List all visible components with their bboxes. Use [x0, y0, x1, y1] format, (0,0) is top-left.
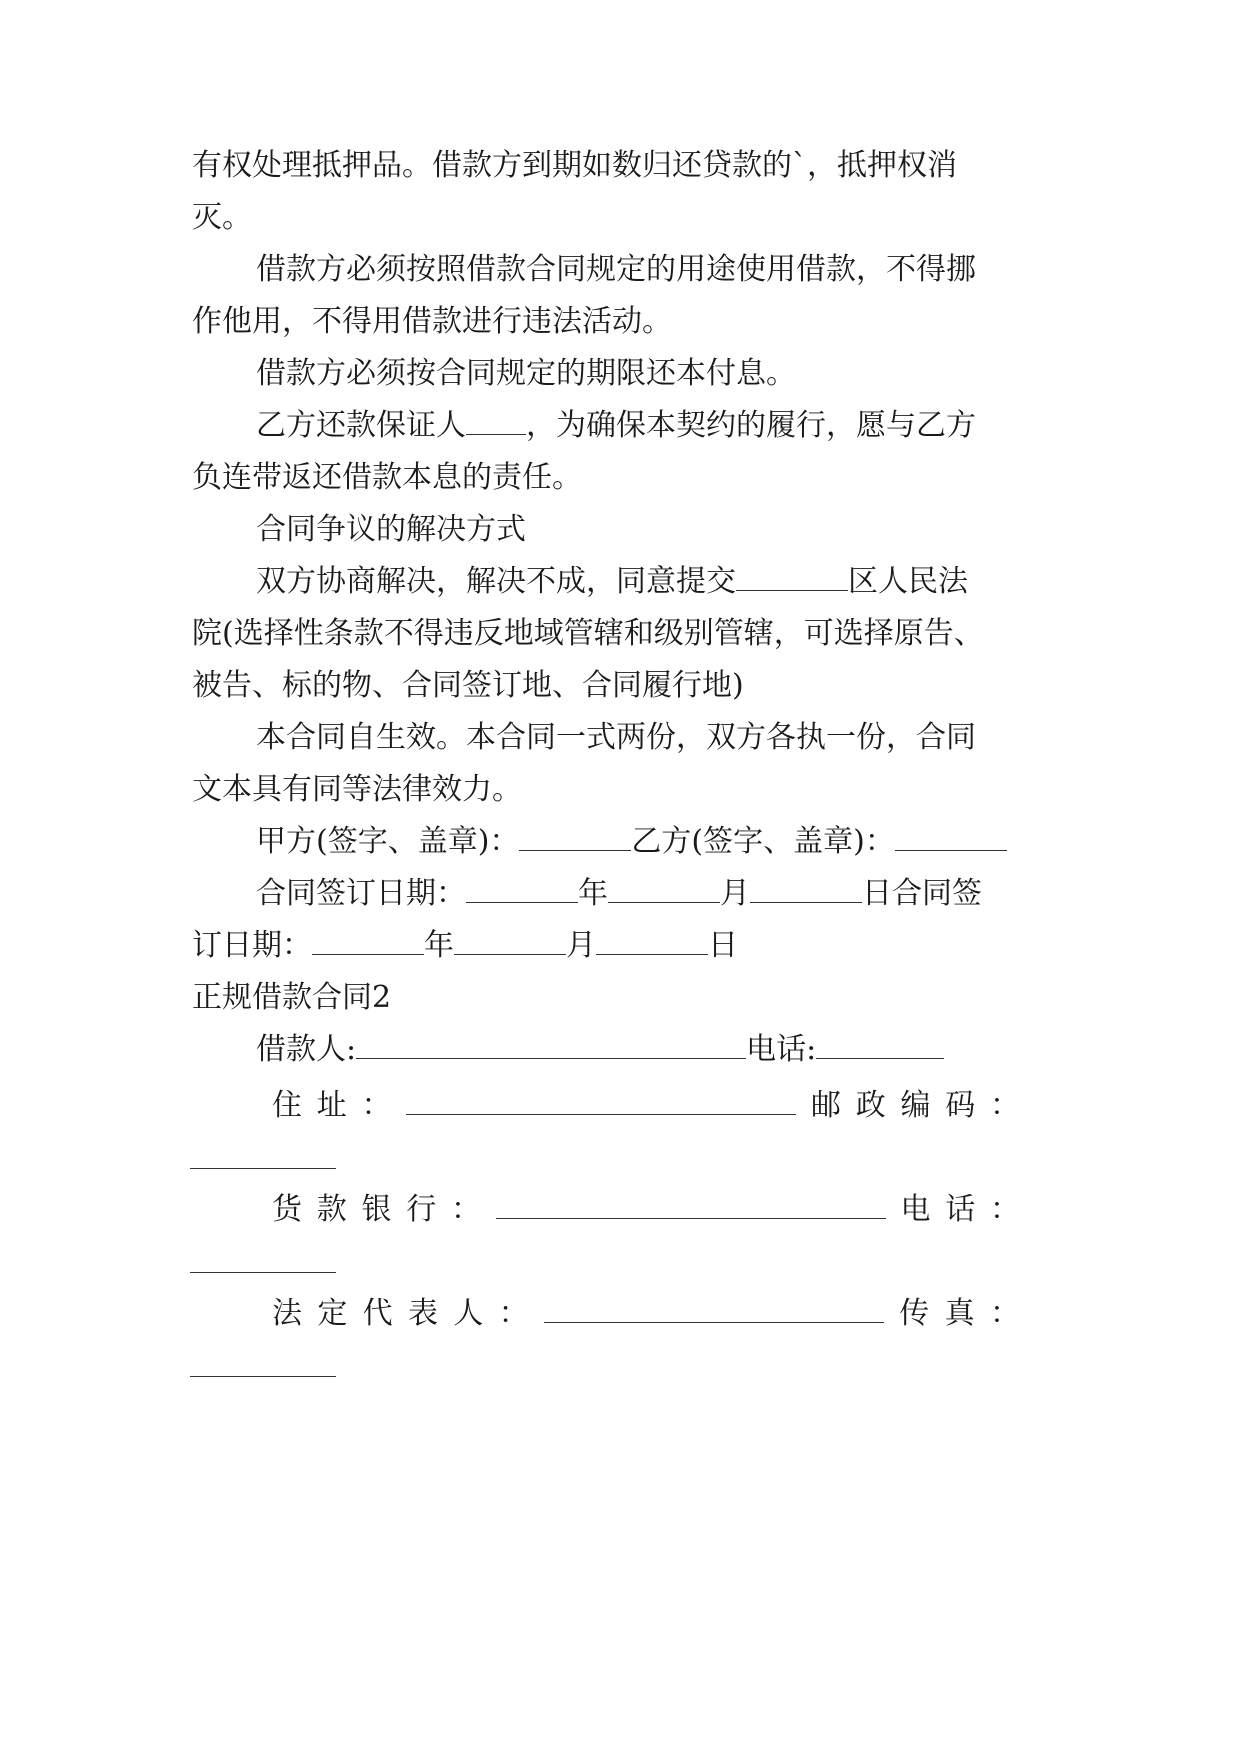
- char: ：: [361, 1088, 392, 1123]
- text: 文本具有同等法律效力。: [192, 772, 522, 807]
- char: 法: [272, 1296, 302, 1331]
- phone-blank[interactable]: [816, 1032, 944, 1059]
- day-label: 日: [708, 928, 738, 963]
- text: 乙方还款保证人: [256, 408, 466, 443]
- text: 借款方必须按照借款合同规定的用途使用借款，不得挪: [256, 252, 976, 287]
- char: 电: [900, 1192, 931, 1227]
- paragraph-line: [192, 146, 1072, 186]
- text: 灭。: [192, 200, 252, 235]
- day-blank[interactable]: [750, 876, 862, 903]
- text: 日合同签: [862, 876, 982, 911]
- bank-line: [272, 1190, 1020, 1230]
- char: 银: [361, 1192, 392, 1227]
- text: 双方协商解决，解决不成，同意提交: [256, 564, 736, 599]
- char: 政: [855, 1088, 886, 1123]
- char: 码: [945, 1088, 976, 1123]
- char: 人: [453, 1296, 484, 1331]
- char: 代: [362, 1296, 393, 1331]
- paragraph-line: [192, 614, 1072, 654]
- char: ：: [451, 1192, 481, 1227]
- char: 传: [899, 1296, 930, 1331]
- char: 住: [272, 1088, 302, 1123]
- text: 区人民法: [848, 564, 968, 599]
- year-blank[interactable]: [466, 876, 578, 903]
- month-blank[interactable]: [454, 928, 566, 955]
- char: 表: [407, 1296, 438, 1331]
- char: 定: [317, 1296, 348, 1331]
- paragraph-line: [192, 198, 1072, 238]
- char: 址: [316, 1088, 347, 1123]
- text: 正规借款合同2: [192, 980, 392, 1015]
- char: 编: [900, 1088, 931, 1123]
- legal-rep-line: [272, 1294, 1020, 1334]
- section-heading: [256, 510, 1076, 550]
- text: 合同争议的解决方式: [256, 512, 526, 547]
- party-a-signature-blank[interactable]: [519, 824, 631, 851]
- legal-rep-blank[interactable]: [544, 1296, 884, 1323]
- phone-label: 电话:: [746, 1032, 817, 1067]
- borrower-label: 借款人:: [256, 1032, 357, 1067]
- bank-phone-blank[interactable]: [190, 1272, 336, 1273]
- date-line: [192, 926, 1072, 966]
- section-title: [192, 978, 1072, 1018]
- date-label: 合同签订日期：: [256, 876, 466, 911]
- party-b-label: 乙方(签字、盖章)：: [631, 824, 895, 859]
- paragraph-line: [256, 718, 1076, 758]
- address-row: [272, 1086, 1020, 1126]
- char: 款: [316, 1192, 347, 1227]
- legal-rep-row: [272, 1294, 1020, 1334]
- month-label: 月: [566, 928, 596, 963]
- paragraph-line: [192, 666, 1072, 706]
- paragraph-line: [256, 406, 1076, 446]
- char: ：: [990, 1192, 1020, 1227]
- char: ：: [990, 1088, 1020, 1123]
- postcode-blank[interactable]: [190, 1168, 336, 1169]
- char: 话: [945, 1192, 976, 1227]
- paragraph-line: [256, 562, 1076, 602]
- text: 订日期：: [192, 928, 312, 963]
- text: 借款方必须按合同规定的期限还本付息。: [256, 356, 796, 391]
- char: 真: [944, 1296, 975, 1331]
- text: ，为确保本契约的履行，愿与乙方: [526, 408, 976, 443]
- address-line: [272, 1086, 1020, 1126]
- char: 货: [272, 1192, 302, 1227]
- text: 院(选择性条款不得违反地域管辖和级别管辖，可选择原告、: [192, 616, 984, 651]
- text: 被告、标的物、合同签订地、合同履行地): [192, 668, 744, 703]
- month-blank[interactable]: [608, 876, 720, 903]
- bank-row: [272, 1190, 1020, 1230]
- court-blank[interactable]: [736, 564, 848, 591]
- year-label: 年: [424, 928, 454, 963]
- char: ：: [989, 1296, 1020, 1331]
- paragraph-line: [256, 354, 1076, 394]
- day-blank[interactable]: [596, 928, 708, 955]
- year-label: 年: [578, 876, 608, 911]
- paragraph-line: [192, 770, 1072, 810]
- text: 本合同自生效。本合同一式两份，双方各执一份，合同: [256, 720, 976, 755]
- char: ：: [498, 1296, 529, 1331]
- address-blank[interactable]: [406, 1088, 796, 1115]
- paragraph-line: [192, 302, 1072, 342]
- text: 作他用，不得用借款进行违法活动。: [192, 304, 672, 339]
- borrower-blank[interactable]: [356, 1032, 746, 1059]
- year-blank[interactable]: [312, 928, 424, 955]
- paragraph-line: [192, 458, 1072, 498]
- date-line: [256, 874, 1076, 914]
- party-b-signature-blank[interactable]: [895, 824, 1007, 851]
- borrower-line: [256, 1030, 1076, 1070]
- party-a-label: 甲方(签字、盖章)：: [256, 824, 520, 859]
- guarantor-blank[interactable]: [466, 408, 526, 435]
- char: 行: [406, 1192, 437, 1227]
- text: 有权处理抵押品。借款方到期如数归还贷款的`，抵押权消: [192, 148, 957, 183]
- month-label: 月: [720, 876, 750, 911]
- char: 邮: [811, 1088, 841, 1123]
- paragraph-line: [256, 250, 1076, 290]
- signature-line: [256, 822, 1076, 862]
- fax-blank[interactable]: [190, 1376, 336, 1377]
- text: 负连带返还借款本息的责任。: [192, 460, 582, 495]
- bank-blank[interactable]: [496, 1192, 886, 1219]
